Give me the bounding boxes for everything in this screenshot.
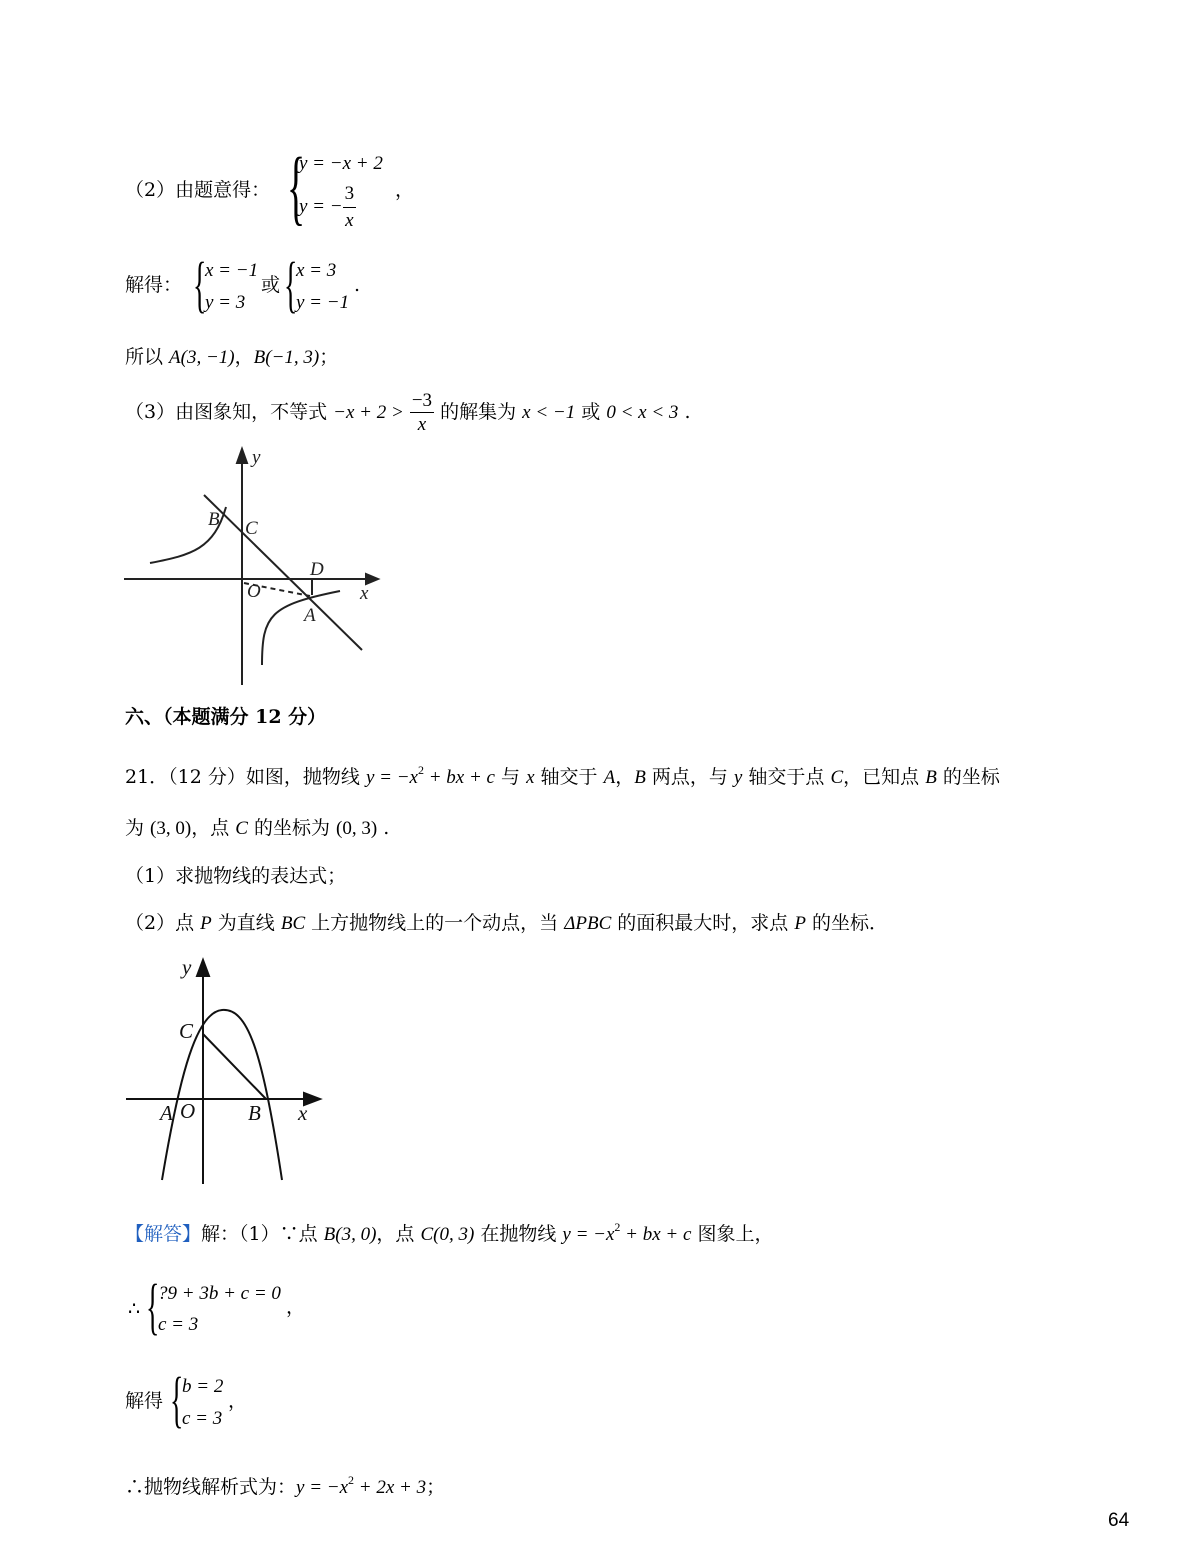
suffix: . — [678, 401, 691, 423]
problem-line-2 — [125, 819, 389, 838]
solution-1: x < −1 — [522, 402, 576, 423]
text: . — [377, 817, 390, 839]
solution-2: 0 < x < 3 — [606, 402, 679, 423]
math: B — [634, 767, 646, 788]
superscript: 2 — [614, 1220, 621, 1234]
label-c: C — [179, 1019, 194, 1043]
page-number: 64 — [1108, 1510, 1130, 1531]
period: . — [354, 274, 361, 296]
figure-parabola — [122, 952, 332, 1187]
label-o: O — [180, 1099, 196, 1123]
label-a: A — [160, 1101, 173, 1125]
math: B(3, 0) — [323, 1224, 377, 1245]
equation-lhs: y = − — [299, 195, 343, 217]
brace: { — [284, 251, 298, 319]
therefore-symbol: ∴ — [128, 1298, 141, 1320]
math: BC — [280, 913, 306, 934]
math: + bx + c — [620, 1224, 692, 1245]
text: （2）点 — [125, 912, 201, 934]
question-2 — [125, 914, 888, 933]
text: 上方抛物线上的一个动点，当 — [305, 912, 565, 934]
label-y: y — [252, 447, 261, 468]
label-x: x — [360, 583, 369, 604]
text: ∴抛物线解析式为： — [125, 1476, 297, 1498]
figure-hyperbola-line — [122, 445, 382, 690]
equation: y = 3 — [205, 292, 246, 313]
math: + 2x + 3 — [354, 1477, 427, 1498]
math: y = −x — [365, 767, 418, 788]
equation: x = 3 — [296, 260, 337, 281]
part3-line — [125, 391, 691, 434]
separator: ， — [234, 346, 254, 368]
text: 解：（1）∵点 — [201, 1223, 324, 1245]
equation: y = −x + 2 — [299, 153, 383, 174]
text: ，点 — [376, 1223, 421, 1245]
text: 图象上， — [691, 1223, 774, 1245]
math: y = −x — [296, 1477, 349, 1498]
comma: ， — [395, 179, 415, 201]
brace: { — [170, 1366, 184, 1434]
part3-mid: 的解集为 — [434, 401, 523, 423]
text: 在抛物线 — [474, 1223, 563, 1245]
text: 为直线 — [211, 912, 281, 934]
comma: ， — [286, 1296, 306, 1318]
equation: c = 3 — [182, 1408, 223, 1429]
fraction — [410, 391, 434, 434]
points-line — [125, 348, 338, 367]
point-a: A(3, −1) — [169, 347, 235, 368]
final-line — [125, 1474, 445, 1497]
equation: ?9 + 3b + c = 0 — [158, 1283, 281, 1304]
math: C — [235, 818, 248, 839]
math: P — [200, 913, 212, 934]
or-text: 或 — [575, 401, 607, 423]
label-y: y — [182, 955, 192, 979]
math: y — [733, 767, 743, 788]
superscript: 2 — [348, 1473, 355, 1487]
point-b: B(−1, 3) — [253, 347, 320, 368]
text: ， — [615, 766, 635, 788]
numerator: −3 — [411, 390, 433, 411]
question-1: （1）求抛物线的表达式； — [125, 865, 347, 887]
text: 21．（12 分）如图，抛物线 — [125, 766, 366, 788]
brace: { — [146, 1273, 160, 1341]
answer-line — [125, 1221, 773, 1244]
solve2-prefix: 解得 — [125, 1390, 164, 1412]
text: 的坐标． — [805, 912, 889, 934]
label-o: O — [247, 581, 261, 602]
math: + bx + c — [423, 767, 495, 788]
equation: x = −1 — [205, 260, 259, 281]
solve-prefix: 解得： — [125, 274, 183, 296]
comma: ， — [228, 1390, 248, 1412]
math: x — [526, 767, 535, 788]
math: y = −x — [562, 1224, 615, 1245]
math: (3, 0) — [150, 818, 192, 839]
section-heading: 六、（本题满分 12 分） — [125, 706, 327, 728]
text: 的坐标 — [936, 766, 1000, 788]
math: C — [830, 767, 844, 788]
text: 为 — [125, 817, 151, 839]
text: ，点 — [191, 817, 236, 839]
or-text: 或 — [261, 274, 281, 296]
text: 的面积最大时，求点 — [611, 912, 795, 934]
denominator: x — [417, 414, 427, 435]
text: 的坐标为 — [247, 817, 337, 839]
fraction — [343, 183, 357, 232]
math: P — [794, 913, 806, 934]
label-b: B — [248, 1101, 261, 1125]
text: 轴交于 — [534, 766, 604, 788]
part3-prefix: （3）由图象知，不等式 — [125, 401, 334, 423]
part2-prefix: （2）由题意得： — [125, 179, 271, 201]
label-c: C — [245, 518, 258, 539]
equation — [299, 183, 356, 232]
text: ，已知点 — [843, 766, 926, 788]
denominator: x — [345, 210, 354, 231]
inequality-lhs: −x + 2 > — [333, 402, 404, 423]
math: A — [603, 767, 616, 788]
text: 与 — [494, 766, 527, 788]
brace: { — [287, 141, 306, 234]
equation: b = 2 — [182, 1376, 224, 1397]
math: B — [925, 767, 937, 788]
superscript: 2 — [417, 763, 424, 777]
label-a: A — [304, 605, 316, 626]
problem-line-1 — [125, 764, 1000, 787]
points-prefix: 所以 — [125, 346, 170, 368]
label-d: D — [310, 559, 324, 580]
label-x: x — [298, 1101, 308, 1125]
math: ΔPBC — [564, 913, 612, 934]
equation: y = −1 — [296, 292, 350, 313]
text: 两点，与 — [645, 766, 734, 788]
text: 轴交于点 — [742, 766, 831, 788]
math: (0, 3) — [336, 818, 378, 839]
brace: { — [193, 251, 207, 319]
equation: c = 3 — [158, 1314, 199, 1335]
text: ； — [426, 1476, 446, 1498]
suffix: ； — [319, 346, 339, 368]
math: C(0, 3) — [420, 1224, 475, 1245]
numerator: 3 — [343, 183, 357, 208]
answer-tag: 【解答】 — [125, 1223, 202, 1245]
label-b: B — [208, 509, 220, 530]
